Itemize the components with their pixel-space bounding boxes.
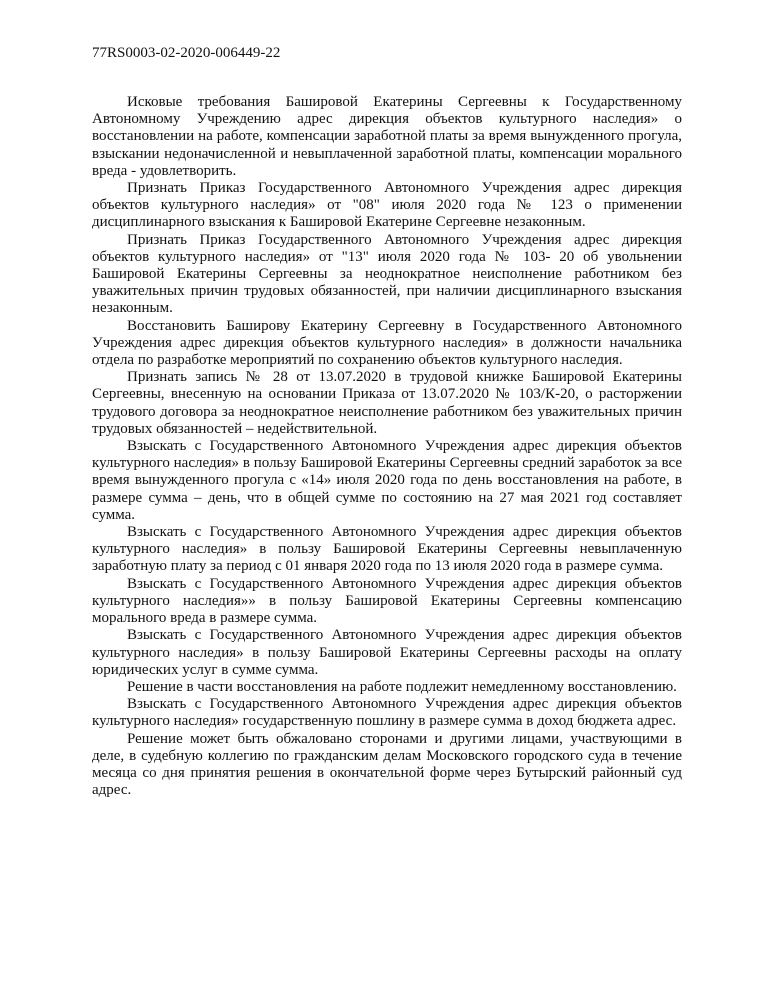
document-body: [92, 94, 682, 799]
paragraph-claims-satisfied: Исковые требования Башировой Екатерины Сергеевны к Государственному Автономному Учреждению адрес дирекция объектов культурного наследия» о восстановлении на работе, компенсации заработной платы за время вынужденного прогула, взыскании недоначисленной и невыплаченной заработной платы, компенсации морального вреда - удовлетворить.: [92, 94, 682, 179]
paragraph-appeal: Решение может быть обжаловано сторонами и другими лицами, участвующими в деле, в судебную коллегию по гражданским делам Московского городского суда в течение месяца со дня принятия решения в окончательной форме через Бутырский районный суд адрес.: [92, 730, 682, 799]
paragraph-immediate-execution: Решение в части восстановления на работе подлежит немедленному восстановлению.: [127, 678, 677, 695]
paragraph-order-123-unlawful: Признать Приказ Государственного Автономного Учреждения адрес дирекция объектов культурного наследия» от "08" июля 2020 года № 123 о применении дисциплинарного взыскания к Башировой Екатерине Сергеевне незаконным.: [92, 180, 682, 231]
paragraph-average-earnings: Взыскать с Государственного Автономного Учреждения адрес дирекция объектов культурного наследия» в пользу Башировой Екатерины Сергеевны средний заработок за все время вынужденного прогула с «14» июля 2020 года по день восстановления на работе, в размере сумма – день, что в общей сумме по состоянию на 27 мая 2021 год составляет сумма.: [92, 438, 682, 523]
paragraph-workbook-entry-invalid: Признать запись № 28 от 13.07.2020 в трудовой книжке Башировой Екатерины Сергеевны, внесенную на основании Приказа от 13.07.2020 № 103/К-20, о расторжении трудового договора за неоднократное неисполнение работником без уважительных причин трудовых обязанностей – недействительной.: [92, 369, 682, 437]
paragraph-state-duty: Взыскать с Государственного Автономного Учреждения адрес дирекция объектов культурного наследия» государственную пошлину в размере сумма в доход бюджета адрес.: [92, 696, 682, 730]
case-number: 77RS0003-02-2020-006449-22: [92, 45, 281, 61]
paragraph-dismissal-order-unlawful: Признать Приказ Государственного Автономного Учреждения адрес дирекция объектов культурного наследия» от "13" июля 2020 года № 103- 20 об увольнении Башировой Екатерины Сергеевны за неоднократное неисполнение работником без уважительных причин трудовых обязанностей, при наличии дисциплинарного взыскания незаконным.: [92, 231, 682, 317]
paragraph-legal-costs: Взыскать с Государственного Автономного Учреждения адрес дирекция объектов культурного наследия» в пользу Башировой Екатерины Сергеевны расходы на оплату юридических услуг в сумме сумма.: [92, 627, 682, 678]
paragraph-unpaid-wages: Взыскать с Государственного Автономного Учреждения адрес дирекция объектов культурного наследия» в пользу Башировой Екатерины Сергеевны невыплаченную заработную плату за период с 01 января 2020 года по 13 июля 2020 года в размере сумма.: [92, 524, 682, 575]
paragraph-reinstatement: Восстановить Баширову Екатерину Сергеевну в Государственного Автономного Учреждения адрес дирекция объектов культурного наследия» в должности начальника отдела по разработке мероприятий по сохранению объектов культурного наследия.: [92, 317, 682, 369]
paragraph-moral-damage: Взыскать с Государственного Автономного Учреждения адрес дирекция объектов культурного наследия»» в пользу Башировой Екатерины Сергеевны компенсацию морального вреда в размере сумма.: [92, 575, 682, 627]
